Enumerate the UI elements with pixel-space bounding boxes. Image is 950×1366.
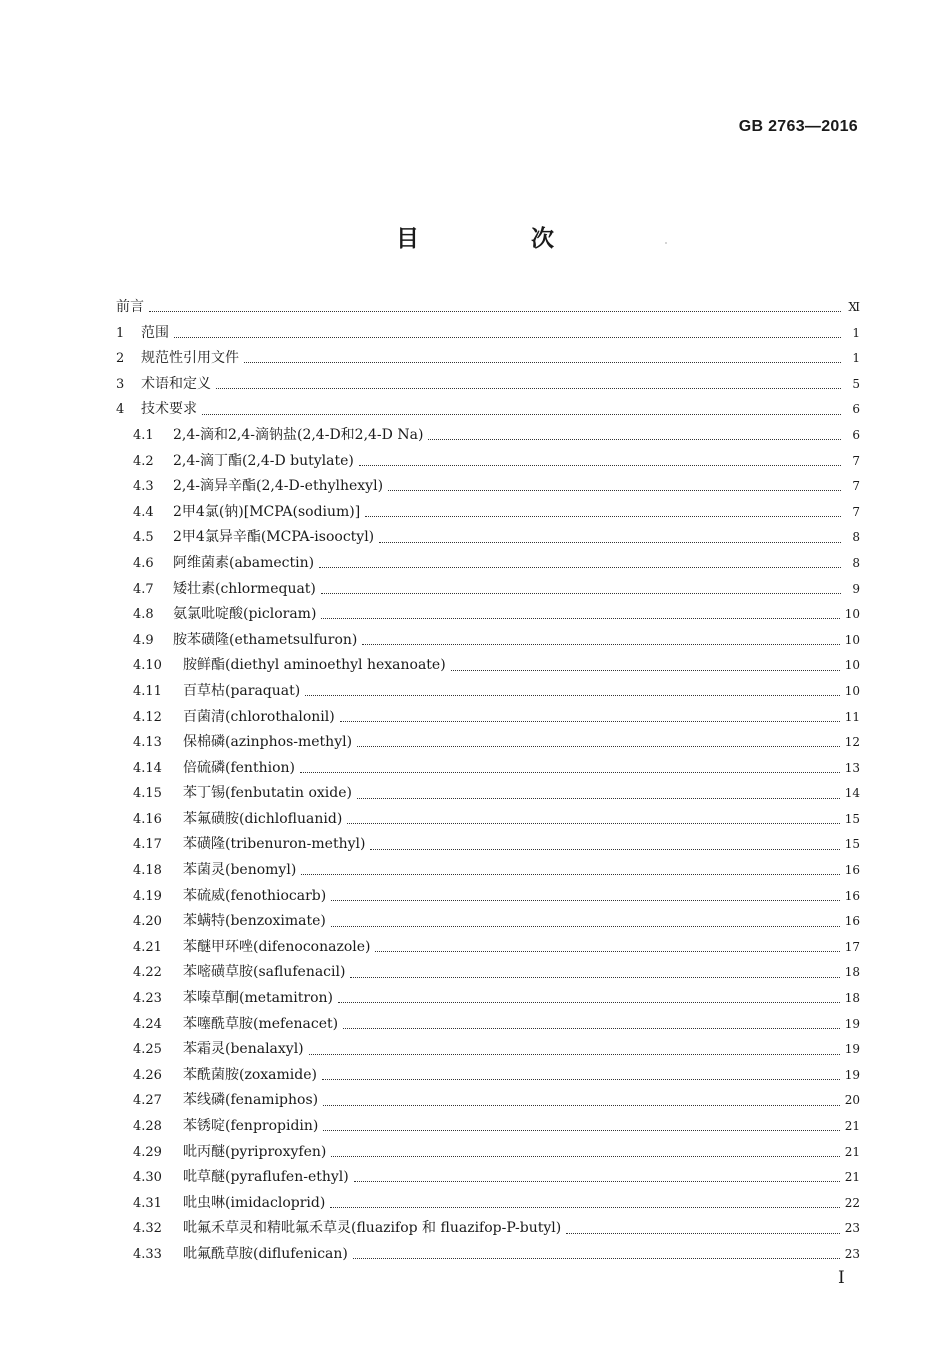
toc-entry-page: 14 [844, 786, 860, 801]
toc-entry-title: 苯嘧磺草胺(saflufenacil) [183, 964, 346, 981]
toc-entry-title: 苯氟磺胺(dichlofluanid) [183, 810, 343, 827]
table-of-contents [116, 295, 860, 1268]
toc-entry-number: 4.30 [133, 1170, 162, 1186]
dot-leader [301, 874, 839, 875]
toc-entry-title: 苯噻酰草胺(mefenacet) [183, 1015, 339, 1032]
toc-entry-title: 百菌清(chlorothalonil) [183, 708, 335, 725]
toc-entry-page: 6 [852, 427, 860, 442]
toc-entry-number: 4.26 [133, 1067, 162, 1083]
toc-entry-number: 4.32 [133, 1221, 162, 1237]
toc-entry-page: Ⅺ [848, 300, 860, 314]
scan-speck [665, 242, 667, 244]
toc-entry[interactable] [116, 397, 860, 423]
dot-leader [323, 1105, 840, 1106]
dot-leader [305, 695, 839, 696]
toc-entry-page: 15 [844, 837, 860, 852]
toc-entry-number: 4.9 [133, 632, 154, 648]
toc-entry-page: 21 [844, 1144, 860, 1159]
toc-entry-number: 4.12 [133, 709, 162, 725]
toc-entry[interactable] [116, 474, 860, 500]
toc-entry-number: 4.4 [133, 504, 154, 520]
toc-entry[interactable] [116, 1063, 860, 1089]
dot-leader [331, 1156, 839, 1157]
toc-entry[interactable] [116, 372, 860, 398]
toc-entry-title: 矮壮素(chlormequat) [173, 580, 316, 597]
toc-entry-title: 技术要求 [141, 401, 197, 418]
dot-leader [321, 618, 839, 619]
toc-entry-page: 23 [844, 1246, 860, 1261]
toc-entry-number: 4.28 [133, 1119, 162, 1134]
toc-entry-title: 吡草醚(pyraflufen-ethyl) [183, 1169, 349, 1186]
toc-entry-title: 吡虫啉(imidacloprid) [183, 1194, 326, 1211]
dot-leader [174, 337, 841, 338]
toc-entry[interactable] [116, 577, 860, 603]
toc-entry-title: 2,4-滴异辛酯(2,4-D-ethylhexyl) [173, 478, 384, 495]
toc-entry[interactable] [116, 1191, 860, 1217]
toc-entry[interactable] [116, 346, 860, 372]
toc-entry-title: 苯菌灵(benomyl) [183, 862, 297, 879]
toc-entry[interactable] [116, 1088, 860, 1114]
toc-entry-title: 苯霜灵(benalaxyl) [183, 1041, 304, 1058]
dot-leader [343, 1028, 840, 1029]
dot-leader [350, 977, 839, 978]
toc-entry-page: 7 [852, 479, 860, 494]
toc-entry[interactable] [116, 1114, 860, 1140]
toc-entry-page: 13 [844, 760, 860, 775]
toc-entry-page: 15 [844, 811, 860, 826]
dot-leader [365, 516, 841, 517]
toc-entry-page: 22 [844, 1195, 860, 1210]
toc-entry-title: 吡丙醚(pyriproxyfen) [183, 1143, 327, 1160]
toc-entry-page: 9 [852, 581, 860, 596]
toc-entry-number: 4.18 [133, 863, 162, 879]
toc-entry-page: 16 [844, 863, 860, 878]
toc-entry-page: 6 [852, 402, 860, 417]
toc-entry[interactable] [116, 935, 860, 961]
toc-entry-page: 12 [844, 735, 860, 750]
dot-leader [309, 1054, 840, 1055]
toc-entry-title: 胺鲜酯(diethyl aminoethyl hexanoate) [183, 657, 446, 674]
toc-entry-page: 10 [844, 632, 860, 647]
toc-entry[interactable] [116, 756, 860, 782]
toc-entry[interactable] [116, 1216, 860, 1242]
dot-leader [353, 1258, 840, 1259]
toc-entry-number: 3 [116, 376, 125, 392]
dot-leader [357, 746, 840, 747]
toc-entry-title: 百草枯(paraquat) [183, 682, 301, 699]
toc-entry[interactable] [116, 1012, 860, 1038]
toc-entry[interactable] [116, 1037, 860, 1063]
toc-entry-title: 苯丁锡(fenbutatin oxide) [183, 785, 352, 802]
toc-entry-title: 倍硫磷(fenthion) [183, 759, 295, 776]
toc-entry-title: 苯螨特(benzoximate) [183, 913, 326, 930]
toc-entry-page: 19 [844, 1042, 860, 1057]
toc-entry[interactable] [116, 781, 860, 807]
toc-entry[interactable] [116, 525, 860, 551]
toc-entry[interactable] [116, 679, 860, 705]
dot-leader [319, 567, 841, 568]
toc-entry-number: 4.14 [133, 760, 162, 776]
toc-entry[interactable] [116, 1140, 860, 1166]
toc-entry-number: 4.21 [133, 939, 162, 955]
dot-leader [338, 1002, 840, 1003]
toc-entry-number: 1 [116, 325, 125, 341]
toc-entry-number: 4.19 [133, 888, 162, 904]
toc-entry-number: 4.15 [133, 786, 162, 802]
toc-entry-title: 吡氟禾草灵和精吡氟禾草灵(fluazifop 和 fluazifop-P-butyl) [183, 1220, 562, 1237]
toc-entry-page: 21 [844, 1170, 860, 1185]
toc-entry-title: 前言 [116, 299, 144, 315]
toc-entry-number: 4.13 [133, 735, 162, 751]
dot-leader [331, 900, 839, 901]
toc-entry-number: 4.1 [133, 427, 154, 443]
toc-entry-title: 苯线磷(fenamiphos) [183, 1092, 319, 1109]
dot-leader [330, 1207, 839, 1208]
dot-leader [347, 823, 839, 824]
dot-leader [322, 1079, 840, 1080]
toc-entry-title: 苯磺隆(tribenuron-methyl) [183, 836, 366, 853]
toc-entry-title: 规范性引用文件 [141, 350, 239, 367]
page-number: Ⅰ [838, 1268, 845, 1288]
page-title: 目 次 [395, 226, 606, 252]
toc-entry[interactable] [116, 423, 860, 449]
toc-entry-title: 苯锈啶(fenpropidin) [183, 1118, 319, 1134]
toc-entry-number: 4.11 [133, 683, 162, 699]
toc-entry-title: 吡氟酰草胺(diflufenican) [183, 1245, 348, 1262]
toc-entry-number: 4.2 [133, 453, 154, 469]
toc-entry-page: 1 [852, 351, 860, 366]
toc-entry-title: 2甲4氯(钠)[MCPA(sodium)] [173, 503, 361, 520]
toc-entry-number: 4.33 [133, 1246, 162, 1262]
toc-entry-title: 术语和定义 [141, 375, 211, 392]
toc-entry-page: 11 [844, 709, 860, 724]
toc-entry[interactable] [116, 321, 860, 347]
toc-entry-title: 2,4-滴和2,4-滴钠盐(2,4-D和2,4-D Na) [173, 426, 424, 443]
dot-leader [323, 1130, 839, 1131]
dot-leader [566, 1233, 840, 1234]
toc-entry-title: 范围 [141, 324, 169, 341]
dot-leader [149, 311, 841, 312]
toc-entry-title: 阿维菌素(abamectin) [173, 554, 315, 571]
toc-entry-page: 10 [844, 607, 860, 622]
toc-entry-page: 8 [852, 530, 860, 545]
toc-entry-page: 16 [844, 888, 860, 903]
toc-entry[interactable] [116, 1242, 860, 1268]
toc-entry-number: 4.3 [133, 479, 154, 495]
toc-entry-number: 4.7 [133, 581, 154, 597]
toc-entry-number: 4.23 [133, 991, 162, 1007]
toc-entry-number: 4.27 [133, 1093, 162, 1109]
toc-entry-page: 8 [852, 555, 860, 570]
toc-entry[interactable] [116, 832, 860, 858]
toc-entry-number: 4.5 [133, 530, 154, 546]
toc-entry-title: 保棉磷(azinphos-methyl) [183, 734, 353, 751]
toc-entry-title: 苯嗪草酮(metamitron) [183, 990, 333, 1007]
toc-entry[interactable] [116, 730, 860, 756]
dot-leader [375, 951, 839, 952]
dot-leader [428, 439, 841, 440]
toc-entry-title: 2甲4氯异辛酯(MCPA-isooctyl) [173, 529, 375, 546]
toc-entry-title: 氨氯吡啶酸(picloram) [173, 606, 317, 623]
toc-entry[interactable] [116, 295, 860, 321]
toc-entry-number: 4.10 [133, 658, 162, 674]
dot-leader [388, 490, 841, 491]
toc-entry[interactable] [116, 653, 860, 679]
toc-entry-page: 19 [844, 1016, 860, 1031]
toc-entry[interactable] [116, 551, 860, 577]
toc-entry-page: 18 [844, 991, 860, 1006]
toc-entry[interactable] [116, 884, 860, 910]
toc-entry[interactable] [116, 807, 860, 833]
toc-entry-number: 2 [116, 351, 125, 367]
toc-entry-page: 5 [852, 376, 860, 391]
toc-entry-number: 4.29 [133, 1144, 162, 1160]
toc-entry-page: 18 [844, 965, 860, 980]
toc-entry-page: 17 [844, 939, 860, 954]
toc-entry-page: 7 [852, 453, 860, 468]
toc-entry-page: 23 [844, 1221, 860, 1236]
dot-leader [357, 798, 840, 799]
toc-entry-page: 16 [844, 914, 860, 929]
toc-entry-number: 4 [116, 402, 125, 418]
toc-entry-title: 苯硫威(fenothiocarb) [183, 887, 327, 904]
dot-leader [216, 388, 841, 389]
dot-leader [379, 542, 841, 543]
dot-leader [300, 772, 840, 773]
dot-leader [370, 849, 839, 850]
toc-entry-title: 2,4-滴丁酯(2,4-D butylate) [173, 452, 354, 469]
toc-entry[interactable] [116, 705, 860, 731]
toc-entry-number: 4.6 [133, 555, 154, 571]
toc-entry-number: 4.31 [133, 1195, 162, 1211]
toc-entry-title: 苯醚甲环唑(difenoconazole) [183, 938, 371, 955]
toc-entry-page: 10 [844, 683, 860, 698]
toc-entry-page: 21 [844, 1119, 860, 1133]
toc-entry[interactable] [116, 1165, 860, 1191]
toc-entry[interactable] [116, 449, 860, 475]
dot-leader [331, 926, 840, 927]
toc-entry-page: 7 [852, 504, 860, 519]
toc-entry[interactable] [116, 602, 860, 628]
dot-leader [340, 721, 840, 722]
toc-entry[interactable] [116, 960, 860, 986]
toc-entry[interactable] [116, 909, 860, 935]
toc-entry-page: 19 [844, 1067, 860, 1082]
toc-entry-page: 10 [844, 658, 860, 673]
toc-entry[interactable] [116, 986, 860, 1012]
dot-leader [362, 644, 839, 645]
toc-entry-number: 4.17 [133, 837, 162, 853]
dot-leader [451, 670, 840, 671]
toc-entry-number: 4.20 [133, 914, 162, 930]
standard-number: GB 2763—2016 [738, 118, 858, 135]
toc-entry[interactable] [116, 628, 860, 654]
dot-leader [354, 1181, 840, 1182]
toc-entry-title: 胺苯磺隆(ethametsulfuron) [173, 631, 358, 648]
dot-leader [202, 414, 841, 415]
toc-entry-number: 4.16 [133, 811, 162, 827]
toc-entry-title: 苯酰菌胺(zoxamide) [183, 1066, 317, 1083]
toc-entry-number: 4.25 [133, 1042, 162, 1058]
toc-entry-page: 20 [844, 1093, 860, 1108]
toc-entry-number: 4.24 [133, 1016, 162, 1032]
dot-leader [244, 362, 841, 363]
toc-entry-page: 1 [852, 325, 860, 340]
toc-entry-number: 4.8 [133, 607, 154, 623]
toc-entry[interactable] [116, 500, 860, 526]
dot-leader [359, 465, 841, 466]
toc-entry[interactable] [116, 858, 860, 884]
dot-leader [321, 593, 841, 594]
toc-entry-number: 4.22 [133, 965, 162, 981]
